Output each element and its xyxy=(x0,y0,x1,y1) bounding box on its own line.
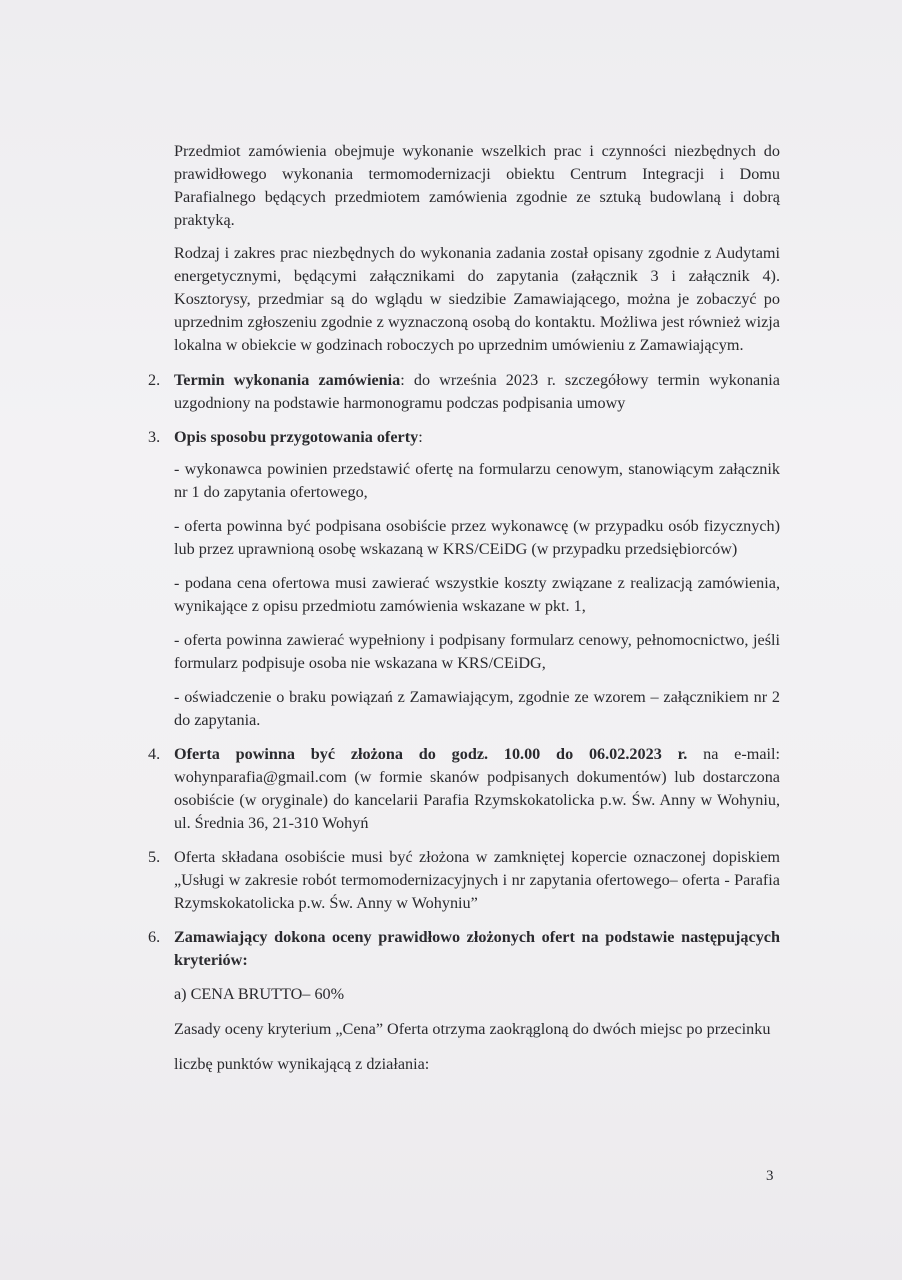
section-2 xyxy=(148,369,780,415)
section-6-heading: Zamawiający dokona oceny prawidłowo złożonych ofert na podstawie następujących kryteriów: xyxy=(174,928,780,969)
section-5-number: 5. xyxy=(148,848,161,866)
intro-paragraph-2: Rodzaj i zakres prac niezbędnych do wykonania zadania został opisany zgodnie z Audytami energetycznymi, będącymi załącznikami do zapytania (załącznik 3 i załącznik 4). Kosztorysy, przedmiar są do wglądu w siedzibie Zamawiającego, można je zobaczyć po uprzednim zgłoszeniu zgodnie z wyznaczoną osobą do kontaktu. Możliwa jest również wizja lokalna w obiekcie w godzinach roboczych po uprzednim umówieniu z Zamawiającym. xyxy=(174,244,780,354)
intro-paragraph-1: Przedmiot zamówienia obejmuje wykonanie wszelkich prac i czynności niezbędnych do prawidłowego wykonania termomodernizacji obiektu Centrum Integracji i Domu Parafialnego będących przedmiotem zamówienia zgodnie ze sztuką budowlaną i dobrą praktyką. xyxy=(174,142,780,229)
section-4-text: na e-mail: wohynparafia@gmail.com (w formie skanów podpisanych dokumentów) lub dostarczona osobiście (w oryginale) do kancelarii Parafia Rzymskokatolicka p.w. Św. Anny w Wohyniu, ul. Średnia 36, 21-310 Wohyń xyxy=(174,745,780,832)
section-3-heading: Opis sposobu przygotowania oferty xyxy=(174,428,419,446)
criterion-points: liczbę punktów wynikającą z działania: xyxy=(174,1055,430,1073)
criterion-price: a) CENA BRUTTO– 60% xyxy=(174,985,345,1003)
section-5-text: Oferta składana osobiście musi być złożona w zamkniętej kopercie oznaczonej dopiskiem „Usługi w zakresie robót termomodernizacyjnych i nr zapytania ofertowego– oferta - Parafia Rzymskokatolicka p.w. Św. Anny w Wohyniu” xyxy=(174,848,780,912)
section-5 xyxy=(148,846,780,915)
section-2-text: : do września 2023 r. szczegółowy termin wykonania uzgodniony na podstawie harmonogramu podczas podpisania umowy xyxy=(174,371,780,412)
section-4-number: 4. xyxy=(148,745,161,763)
offer-requirement-2: - oferta powinna być podpisana osobiście przez wykonawcę (w przypadku osób fizycznych) lub przez uprawnioną osobę wskazaną w KRS/CEiDG (w przypadku przedsiębiorców) xyxy=(174,517,780,558)
offer-requirement-1: - wykonawca powinien przedstawić ofertę na formularzu cenowym, stanowiącym załącznik nr 1 do zapytania ofertowego, xyxy=(174,460,780,501)
section-3 xyxy=(148,426,780,449)
section-3-colon: : xyxy=(418,428,423,446)
section-6 xyxy=(148,926,780,972)
document-body xyxy=(148,140,780,1087)
section-3-number: 3. xyxy=(148,428,161,446)
section-6-number: 6. xyxy=(148,928,161,946)
section-2-number: 2. xyxy=(148,371,161,389)
offer-requirement-5: - oświadczenie o braku powiązań z Zamawiającym, zgodnie ze wzorem – załącznikiem nr 2 do zapytania. xyxy=(174,688,780,729)
page-number: 3 xyxy=(766,1168,774,1184)
criterion-rules: Zasady oceny kryterium „Cena” Oferta otrzyma zaokrągloną do dwóch miejsc po przecinku xyxy=(174,1020,771,1038)
offer-requirement-3: - podana cena ofertowa musi zawierać wszystkie koszty związane z realizacją zamówienia, wynikające z opisu przedmiotu zamówienia wskazane w pkt. 1, xyxy=(174,574,780,615)
section-4 xyxy=(148,743,780,835)
section-4-deadline: Oferta powinna być złożona do godz. 10.00 do 06.02.2023 r. xyxy=(174,745,688,763)
section-2-heading: Termin wykonania zamówienia xyxy=(174,371,401,389)
offer-requirement-4: - oferta powinna zawierać wypełniony i podpisany formularz cenowy, pełnomocnictwo, jeśli formularz podpisuje osoba nie wskazana w KRS/CEiDG, xyxy=(174,631,780,672)
